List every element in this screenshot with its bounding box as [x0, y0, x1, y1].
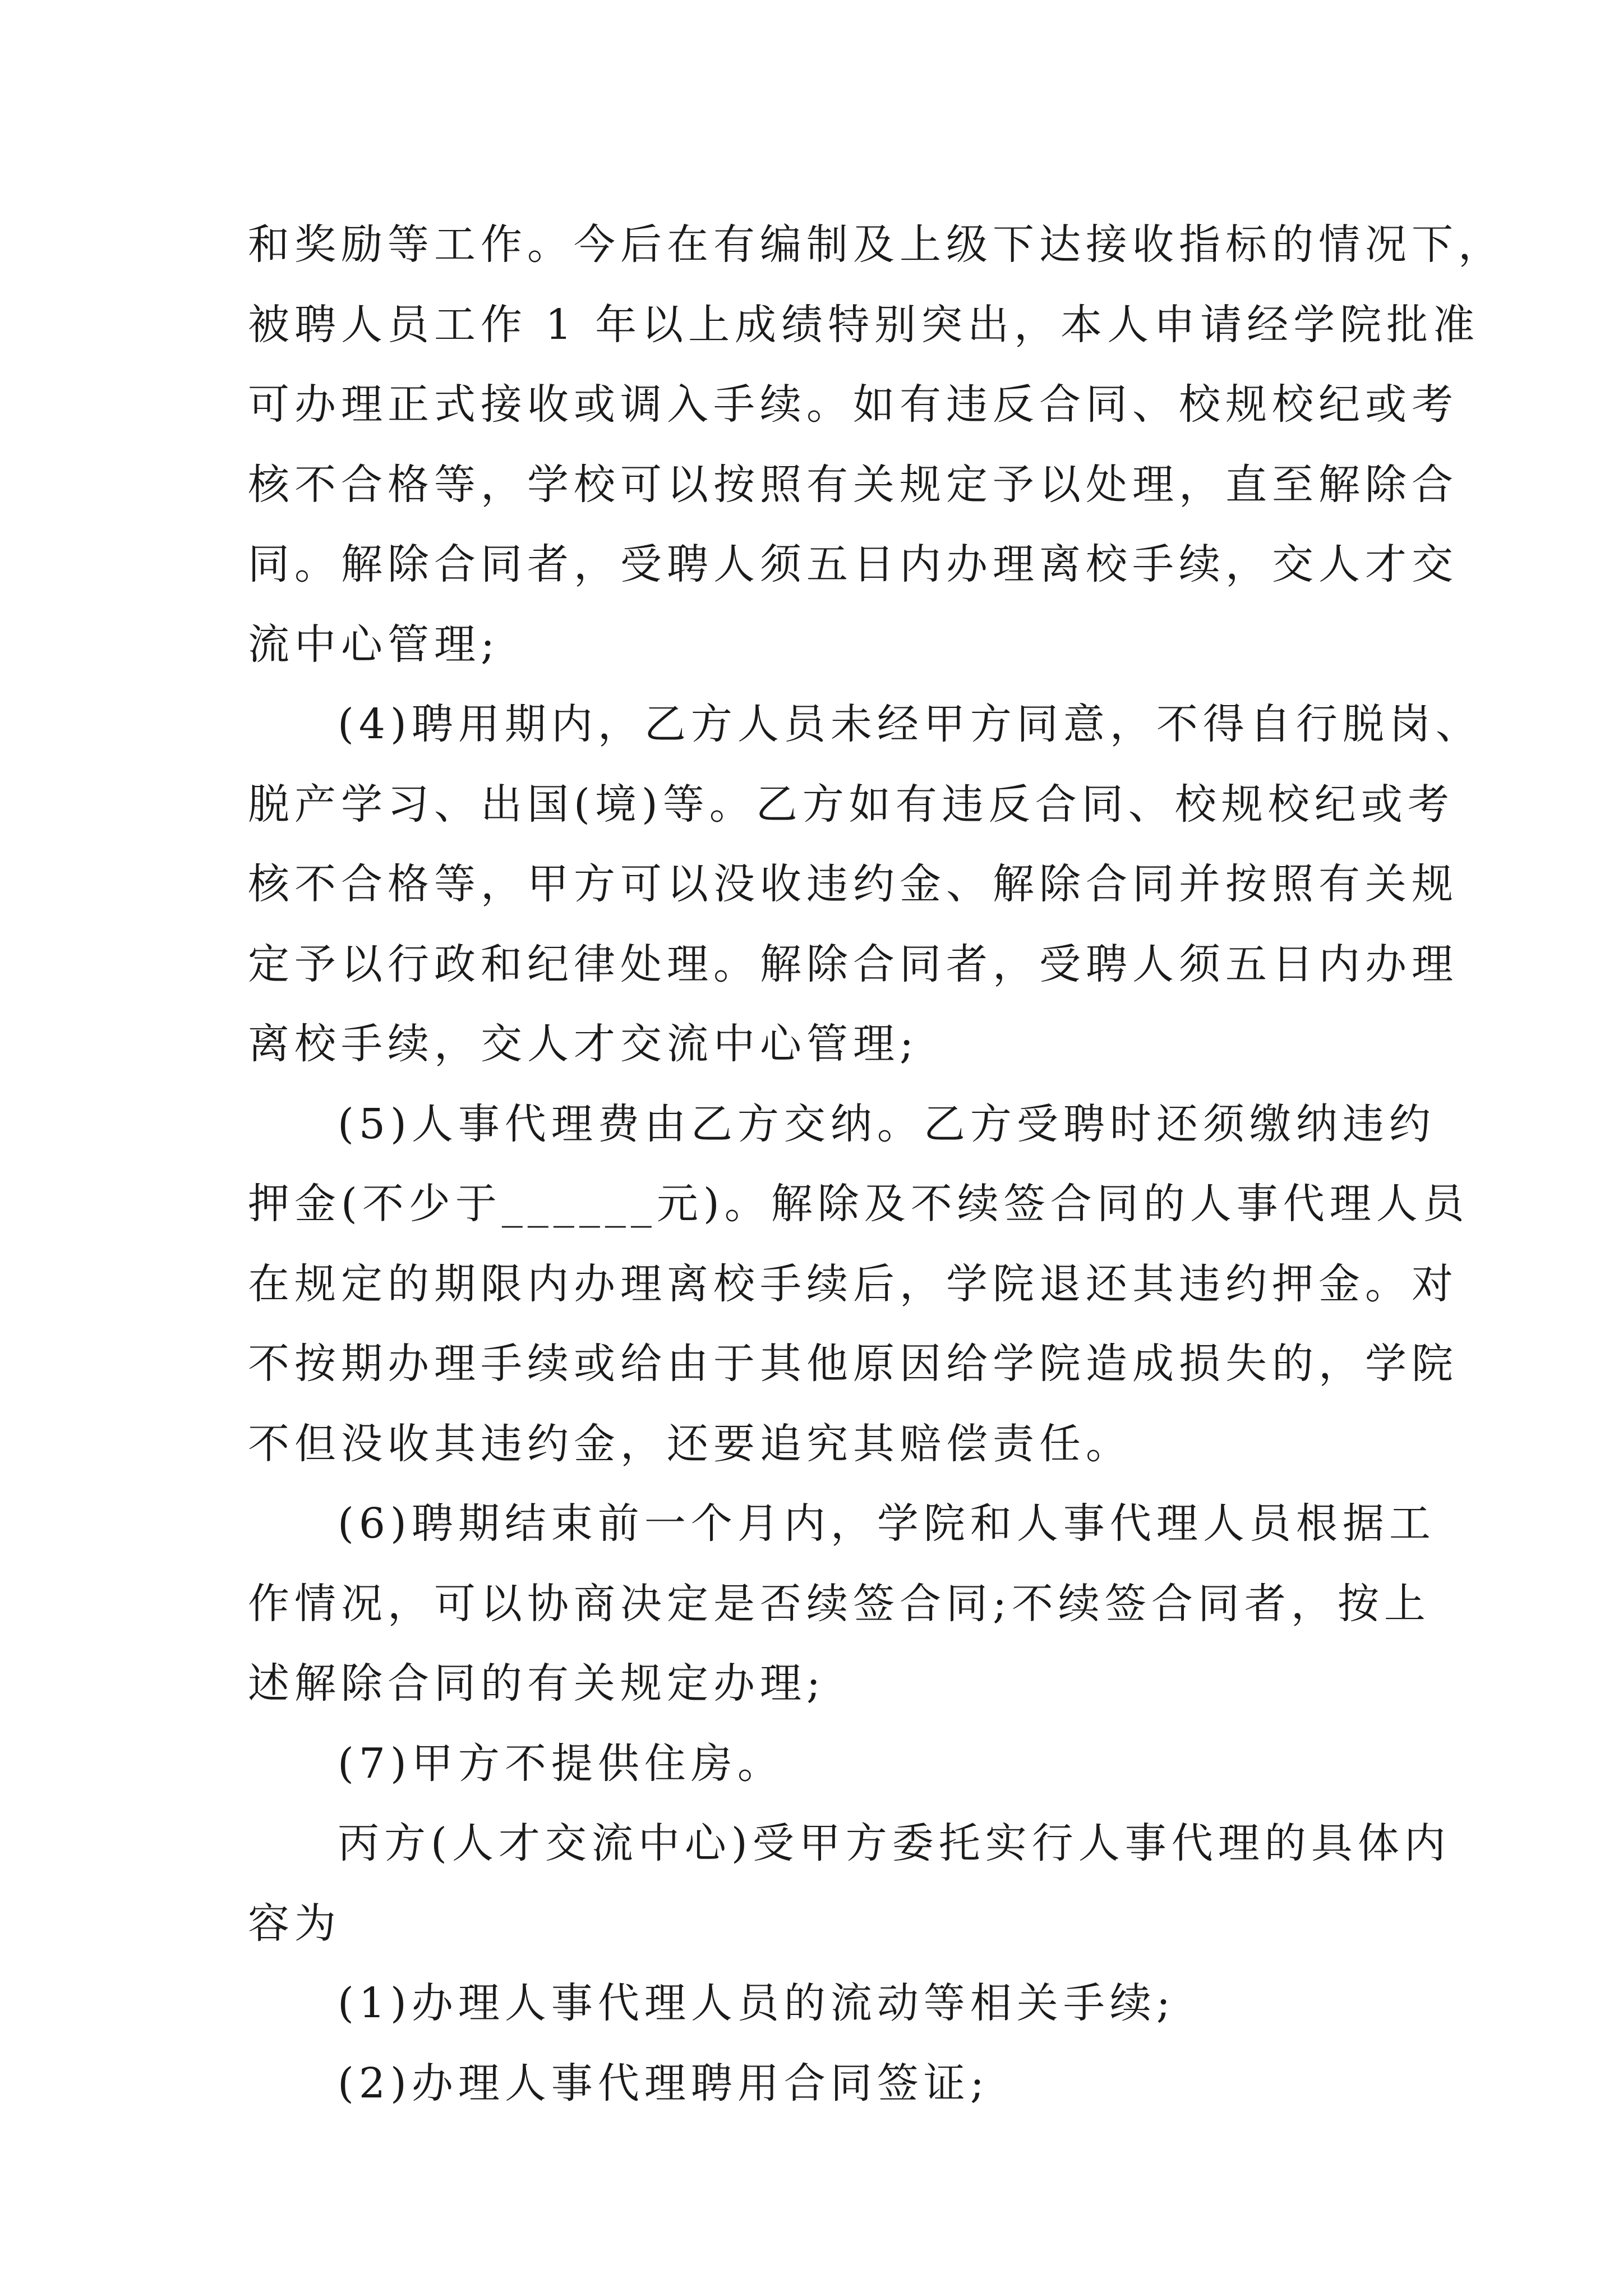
- paragraph-start-line: (1)办理人事代理人员的流动等相关手续;: [338, 1979, 1175, 2027]
- text-line: 脱产学习、出国(境)等。乙方如有违反合同、校规校纪或考: [248, 780, 1454, 829]
- paragraph-start-line: (2)办理人事代理聘用合同签证;: [338, 2059, 989, 2108]
- text-line: 和奖励等工作。今后在有编制及上级下达接收指标的情况下，: [248, 220, 1505, 269]
- text-line: 述解除合同的有关规定办理;: [248, 1659, 826, 1708]
- text-line: 押金(不少于______元)。解除及不续签合同的人事代理人员: [248, 1180, 1469, 1228]
- paragraph-start-line: (5)人事代理费由乙方交纳。乙方受聘时还须缴纳违约: [338, 1099, 1436, 1148]
- paragraph-start-line: (6)聘期结束前一个月内，学院和人事代理人员根据工: [338, 1499, 1436, 1548]
- paragraph-start-line: (4)聘用期内，乙方人员未经甲方同意，不得自行脱岗、: [338, 700, 1482, 748]
- text-line: 容为: [248, 1899, 341, 1948]
- paragraph-start-line: 丙方(人才交流中心)受甲方委托实行人事代理的具体内: [338, 1819, 1451, 1867]
- text-line: 可办理正式接收或调入手续。如有违反合同、校规校纪或考: [248, 380, 1458, 429]
- text-line: 同。解除合同者，受聘人须五日内办理离校手续，交人才交: [248, 540, 1458, 588]
- text-line: 核不合格等，学校可以按照有关规定予以处理，直至解除合: [248, 460, 1458, 509]
- text-line: 在规定的期限内办理离校手续后，学院退还其违约押金。对: [248, 1259, 1458, 1308]
- text-line: 不但没收其违约金，还要追究其赔偿责任。: [248, 1419, 1132, 1468]
- text-line: 核不合格等，甲方可以没收违约金、解除合同并按照有关规: [248, 860, 1458, 908]
- text-line: 不按期办理手续或给由于其他原因给学院造成损失的，学院: [248, 1340, 1458, 1388]
- document-body: [248, 205, 1505, 2123]
- text-line: 被聘人员工作 1 年以上成绩特别突出，本人申请经学院批准: [248, 300, 1480, 349]
- text-line: 作情况，可以协商决定是否续签合同;不续签合同者，按上: [248, 1579, 1431, 1628]
- text-line: 流中心管理;: [248, 620, 500, 669]
- paragraph-start-line: (7)甲方不提供住房。: [338, 1739, 784, 1788]
- text-line: 定予以行政和纪律处理。解除合同者，受聘人须五日内办理: [248, 940, 1458, 988]
- text-line: 离校手续，交人才交流中心管理;: [248, 1020, 919, 1068]
